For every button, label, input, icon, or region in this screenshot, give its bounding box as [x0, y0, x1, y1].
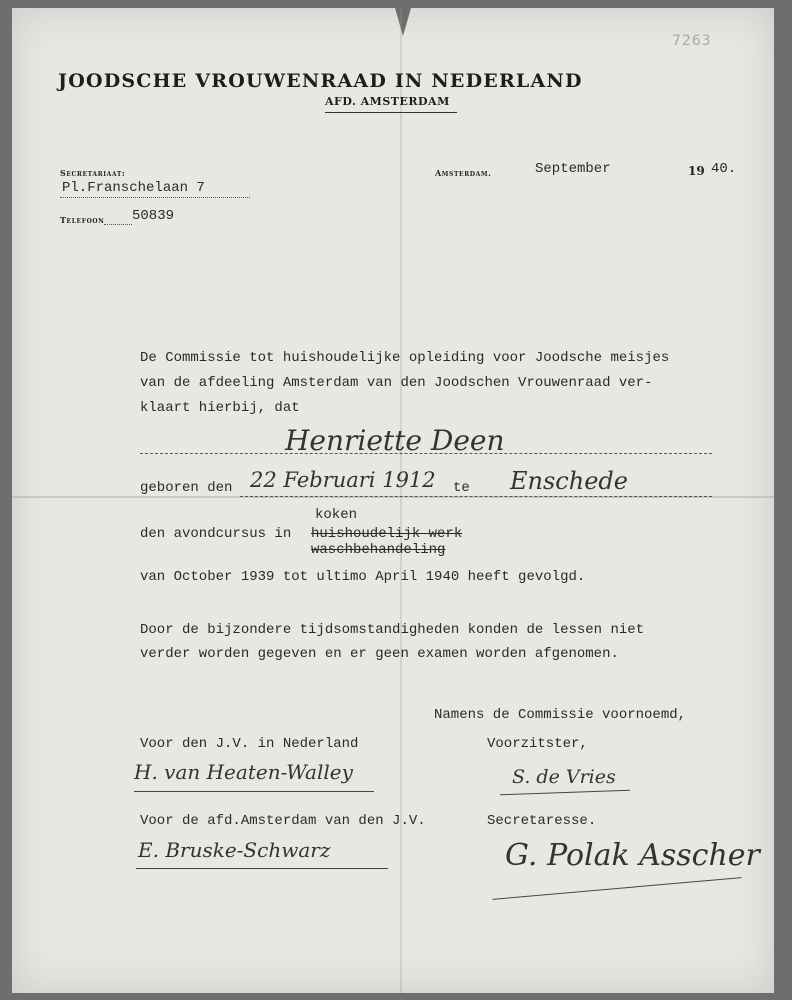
address-dotted-line — [60, 197, 250, 198]
intro-line-1: De Commissie tot huishoudelijke opleiding voor Joodsche meisjes — [140, 350, 670, 366]
name-line — [140, 452, 712, 454]
fold-crease-vertical — [400, 8, 402, 993]
namens-text: Namens de Commissie voornoemd, — [434, 707, 687, 723]
letterhead-rule — [325, 112, 457, 113]
voorzitster-label: Voorzitster, — [487, 736, 588, 752]
telefoon-dotted-line — [104, 224, 132, 225]
secretariaat-address: Pl.Franschelaan 7 — [62, 180, 205, 196]
jv-nederland-sign-line — [134, 791, 374, 792]
jv-nederland-label: Voor den J.V. in Nederland — [140, 736, 359, 752]
paper-tear — [395, 8, 411, 36]
secretariaat-label: Secretariaat: — [60, 168, 126, 178]
afd-amsterdam-label: Voor de afd.Amsterdam van den J.V. — [140, 813, 426, 829]
telefoon-number: 50839 — [132, 208, 175, 224]
recipient-name: Henriette Deen — [285, 424, 505, 457]
birth-line — [240, 495, 712, 497]
voorzitster-signature: S. de Vries — [512, 766, 616, 788]
afd-amsterdam-signature: E. Bruske-Schwarz — [138, 838, 331, 862]
birth-date: 22 Februari 1912 — [250, 468, 436, 492]
course-period: van October 1939 tot ultimo April 1940 heeft gevolgd. — [140, 569, 586, 585]
course-struck-1: huishoudelijk werk — [311, 526, 463, 542]
course-prefix: den avondcursus in — [140, 526, 292, 542]
date-year-suffix: 40. — [711, 161, 737, 177]
course-struck-2: waschbehandeling — [311, 542, 446, 558]
intro-line-3: klaart hierbij, dat — [140, 400, 300, 416]
telefoon-label: Telefoon — [60, 215, 105, 225]
letterhead-title: JOODSCHE VROUWENRAAD IN NEDERLAND — [58, 70, 583, 92]
jv-nederland-signature: H. van Heaten-Walley — [134, 760, 353, 784]
date-month: September — [535, 161, 611, 177]
city-label: Amsterdam. — [435, 168, 492, 178]
te-label: te — [453, 480, 470, 496]
secretaresse-signature: G. Polak Asscher — [505, 838, 760, 873]
course-correction: koken — [315, 507, 358, 523]
afd-amsterdam-sign-line — [136, 868, 388, 869]
letterhead-subtitle: AFD. AMSTERDAM — [325, 95, 450, 108]
circumstances-line-1: Door de bijzondere tijdsomstandigheden konden de lessen niet — [140, 622, 645, 638]
archive-number: 7263 — [672, 33, 712, 49]
circumstances-line-2: verder worden gegeven en er geen examen worden afgenomen. — [140, 646, 619, 662]
birth-place: Enschede — [510, 467, 628, 495]
intro-line-2: van de afdeeling Amsterdam van den Joodschen Vrouwenraad ver- — [140, 375, 653, 391]
secretaresse-label: Secretaresse. — [487, 813, 597, 829]
date-year-prefix: 19 — [688, 164, 705, 178]
born-prefix: geboren den — [140, 480, 233, 496]
